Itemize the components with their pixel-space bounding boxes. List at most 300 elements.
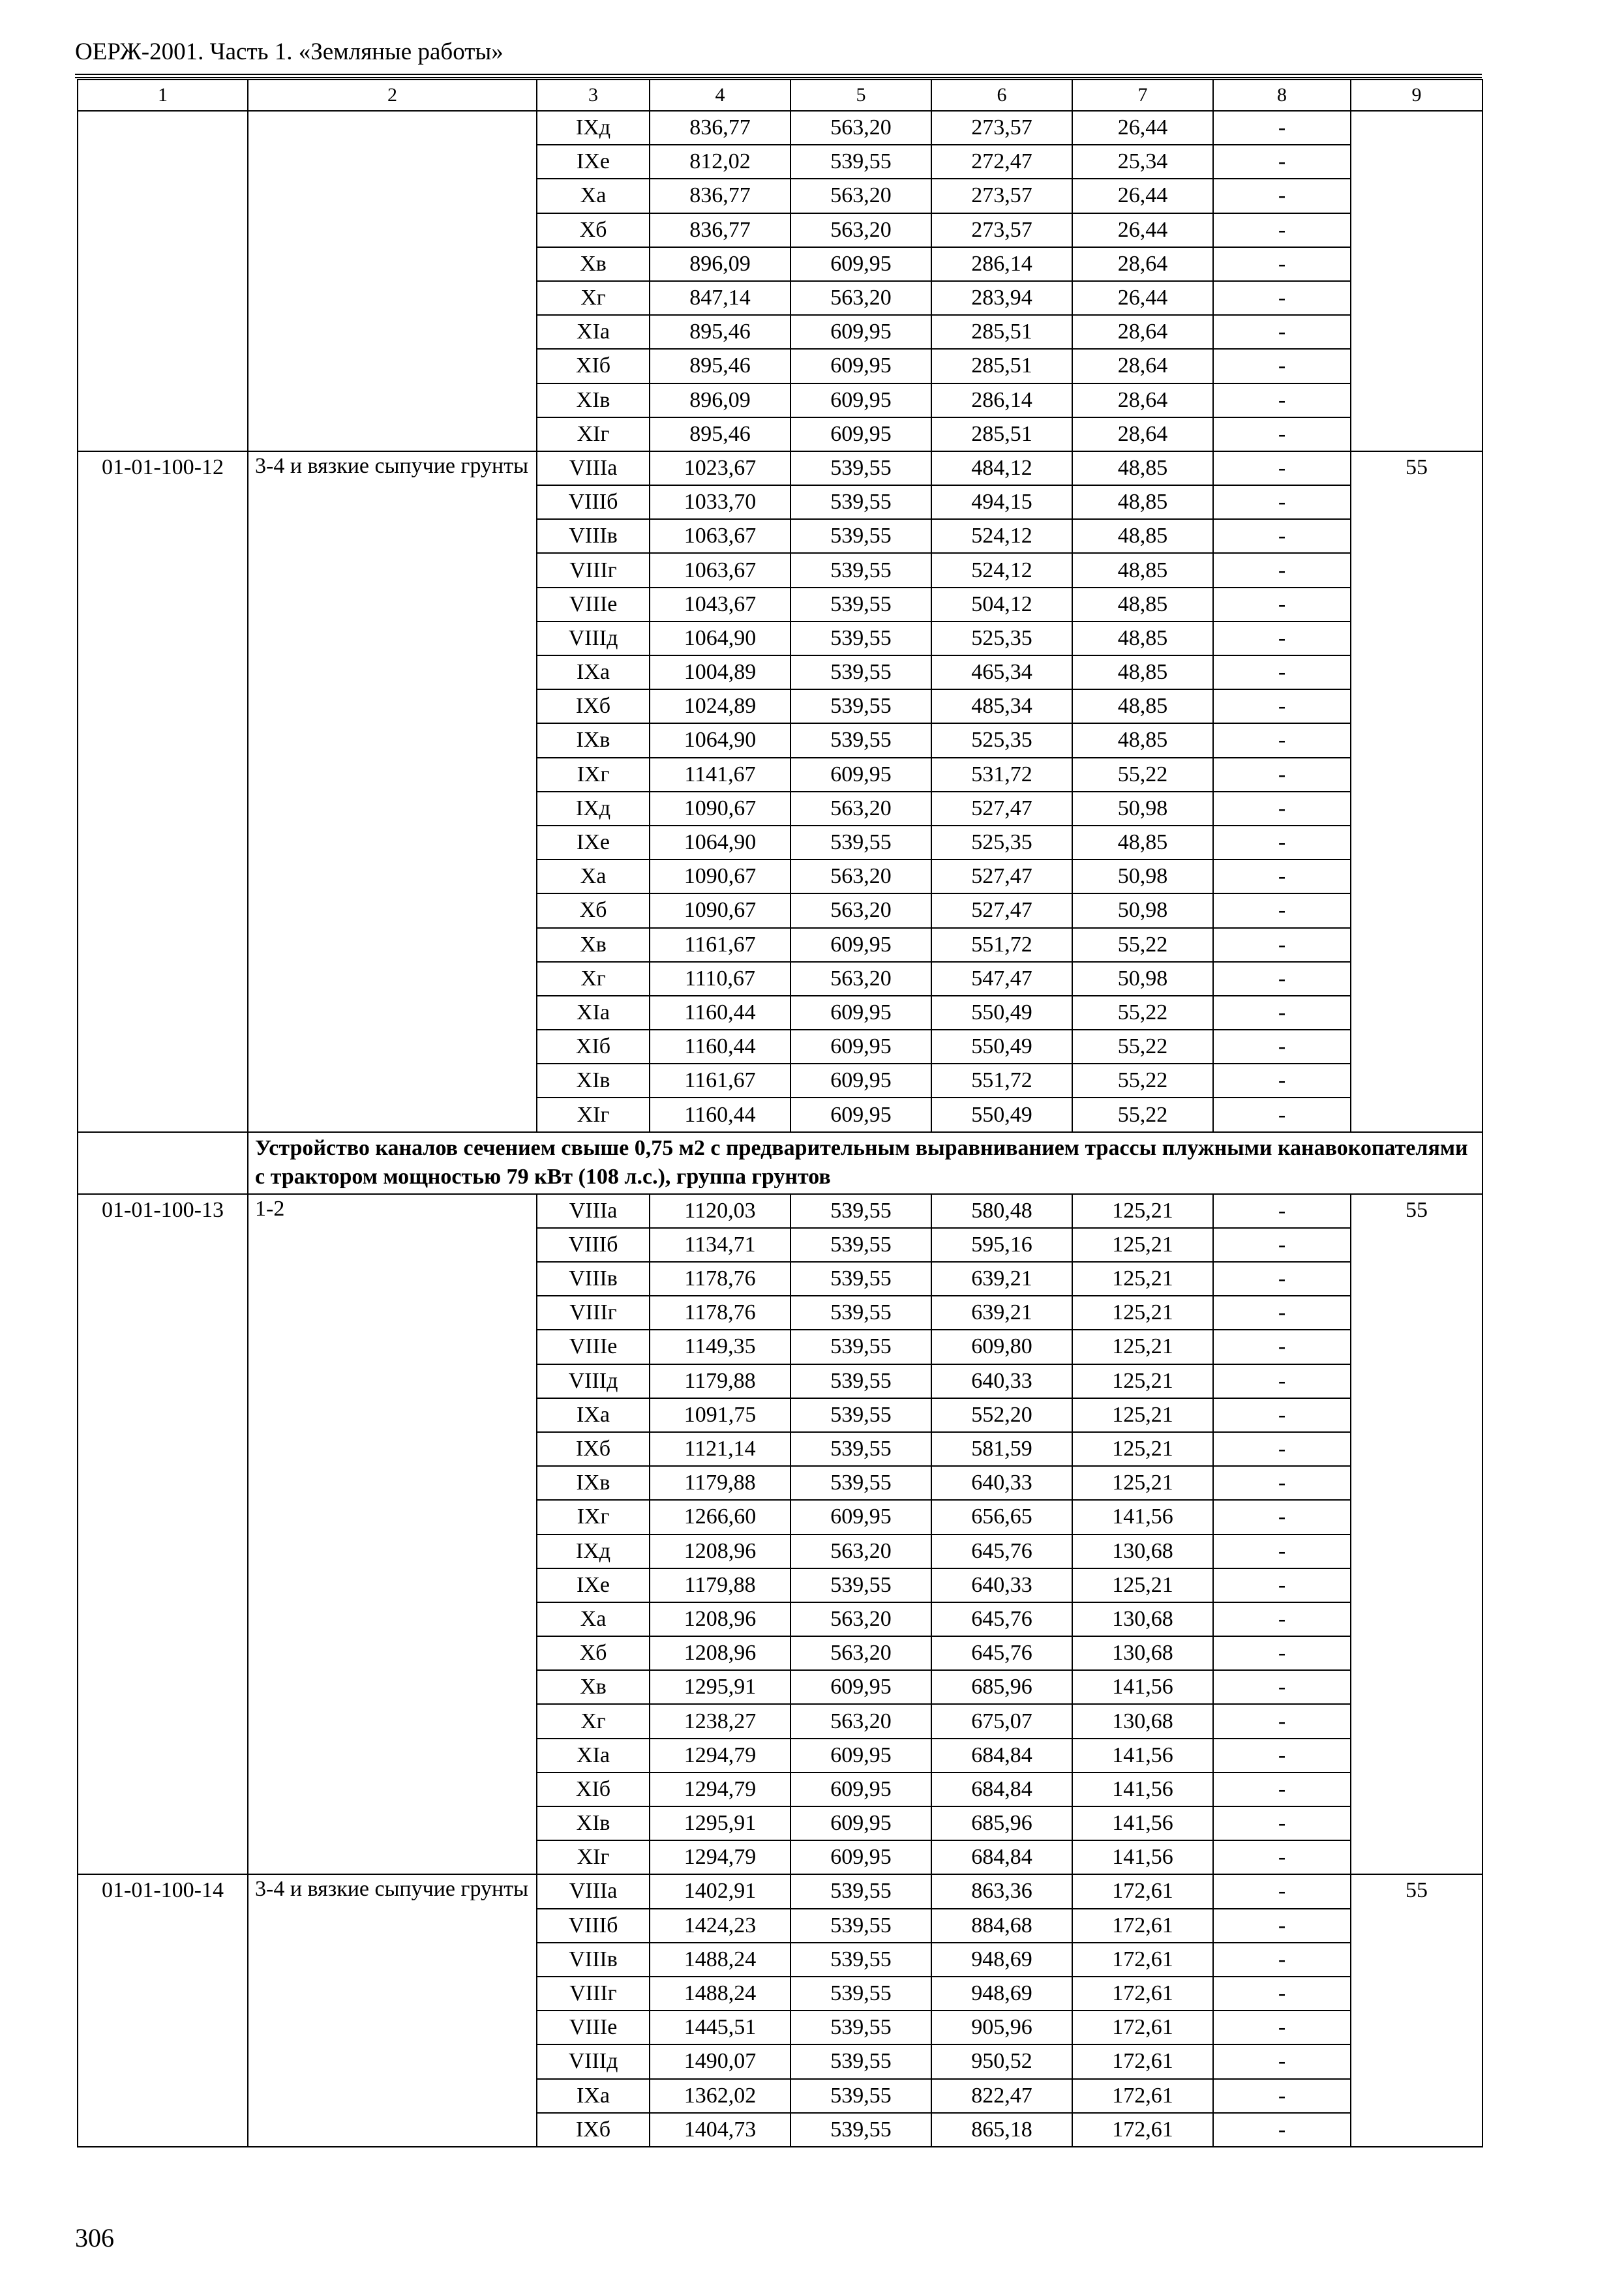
value-cell: 1064,90 bbox=[650, 621, 790, 655]
value-cell: 539,55 bbox=[790, 1466, 931, 1500]
value-cell: 26,44 bbox=[1072, 111, 1213, 145]
value-cell: 55,22 bbox=[1072, 928, 1213, 962]
value-cell: 895,46 bbox=[650, 315, 790, 349]
column-number: 2 bbox=[248, 80, 537, 111]
value-cell: 465,34 bbox=[931, 655, 1072, 689]
zone-cell: VIIIa bbox=[537, 1874, 650, 1908]
value-cell: 640,33 bbox=[931, 1568, 1072, 1602]
zone-cell: VIIIг bbox=[537, 553, 650, 587]
value-cell: - bbox=[1213, 621, 1351, 655]
column-number: 9 bbox=[1351, 80, 1482, 111]
table-body bbox=[78, 80, 1482, 2147]
value-cell: - bbox=[1213, 1602, 1351, 1636]
column-9-value: 55 bbox=[1351, 1194, 1482, 1875]
value-cell: 55,22 bbox=[1072, 758, 1213, 792]
rate-code: 01-01-100-13 bbox=[78, 1194, 248, 1875]
value-cell: 539,55 bbox=[790, 485, 931, 519]
value-cell: - bbox=[1213, 792, 1351, 826]
zone-cell: XIa bbox=[537, 1739, 650, 1773]
value-cell: 26,44 bbox=[1072, 179, 1213, 213]
value-cell: - bbox=[1213, 1330, 1351, 1364]
value-cell: 895,46 bbox=[650, 417, 790, 451]
value-cell: 685,96 bbox=[931, 1806, 1072, 1840]
value-cell: 125,21 bbox=[1072, 1364, 1213, 1398]
value-cell: - bbox=[1213, 417, 1351, 451]
value-cell: 836,77 bbox=[650, 179, 790, 213]
value-cell: 550,49 bbox=[931, 1030, 1072, 1064]
value-cell: - bbox=[1213, 723, 1351, 757]
zone-cell: VIIIг bbox=[537, 1977, 650, 2011]
value-cell: 563,20 bbox=[790, 281, 931, 315]
value-cell: 50,98 bbox=[1072, 962, 1213, 996]
value-cell: - bbox=[1213, 383, 1351, 417]
value-cell: 172,61 bbox=[1072, 1874, 1213, 1908]
zone-cell: Xг bbox=[537, 962, 650, 996]
value-cell: 28,64 bbox=[1072, 315, 1213, 349]
value-cell: 539,55 bbox=[790, 1432, 931, 1466]
soil-group-description: 1-2 bbox=[248, 1194, 537, 1875]
value-cell: 539,55 bbox=[790, 723, 931, 757]
value-cell: 48,85 bbox=[1072, 621, 1213, 655]
value-cell: 527,47 bbox=[931, 860, 1072, 893]
value-cell: - bbox=[1213, 213, 1351, 247]
value-cell: - bbox=[1213, 1534, 1351, 1568]
zone-cell: IXa bbox=[537, 2079, 650, 2113]
value-cell: 609,95 bbox=[790, 928, 931, 962]
value-cell: 273,57 bbox=[931, 179, 1072, 213]
value-cell: 609,95 bbox=[790, 1064, 931, 1098]
section-title-row bbox=[78, 1132, 1482, 1194]
value-cell: 581,59 bbox=[931, 1432, 1072, 1466]
value-cell: 28,64 bbox=[1072, 417, 1213, 451]
value-cell: 563,20 bbox=[790, 962, 931, 996]
value-cell: 130,68 bbox=[1072, 1636, 1213, 1670]
value-cell: 55,22 bbox=[1072, 1030, 1213, 1064]
value-cell: 172,61 bbox=[1072, 2113, 1213, 2147]
value-cell: 563,20 bbox=[790, 1636, 931, 1670]
value-cell: 896,09 bbox=[650, 383, 790, 417]
value-cell: - bbox=[1213, 860, 1351, 893]
page-number: 306 bbox=[75, 2223, 114, 2252]
value-cell: 539,55 bbox=[790, 1262, 931, 1296]
section-title: Устройство каналов сечением свыше 0,75 м2 с предварительным выравниванием трассы плужными канавокопателями с трактором мощностью 79 кВт (108 л.с.), группа грунтов bbox=[248, 1132, 1482, 1194]
value-cell: 539,55 bbox=[790, 588, 931, 621]
zone-cell: XIa bbox=[537, 996, 650, 1030]
value-cell: - bbox=[1213, 1500, 1351, 1534]
value-cell: - bbox=[1213, 1466, 1351, 1500]
value-cell: - bbox=[1213, 179, 1351, 213]
soil-group-description bbox=[248, 111, 537, 451]
value-cell: 1424,23 bbox=[650, 1909, 790, 1943]
value-cell: 1488,24 bbox=[650, 1943, 790, 1977]
value-cell: 539,55 bbox=[790, 1228, 931, 1262]
value-cell: 563,20 bbox=[790, 1602, 931, 1636]
rates-table bbox=[77, 79, 1483, 2147]
value-cell: 26,44 bbox=[1072, 213, 1213, 247]
value-cell: 563,20 bbox=[790, 1534, 931, 1568]
value-cell: 285,51 bbox=[931, 417, 1072, 451]
value-cell: 639,21 bbox=[931, 1296, 1072, 1330]
value-cell: - bbox=[1213, 111, 1351, 145]
value-cell: 1149,35 bbox=[650, 1330, 790, 1364]
value-cell: 609,95 bbox=[790, 1500, 931, 1534]
value-cell: 1120,03 bbox=[650, 1194, 790, 1228]
zone-cell: VIIIe bbox=[537, 2011, 650, 2044]
value-cell: - bbox=[1213, 485, 1351, 519]
column-number: 1 bbox=[78, 80, 248, 111]
value-cell: 539,55 bbox=[790, 655, 931, 689]
value-cell: 1295,91 bbox=[650, 1806, 790, 1840]
zone-cell: IXд bbox=[537, 111, 650, 145]
value-cell: - bbox=[1213, 1228, 1351, 1262]
value-cell: 273,57 bbox=[931, 213, 1072, 247]
value-cell: 1294,79 bbox=[650, 1739, 790, 1773]
value-cell: 125,21 bbox=[1072, 1466, 1213, 1500]
value-cell: 28,64 bbox=[1072, 349, 1213, 383]
value-cell: 1121,14 bbox=[650, 1432, 790, 1466]
zone-cell: Xг bbox=[537, 1704, 650, 1738]
value-cell: 563,20 bbox=[790, 213, 931, 247]
column-9-value bbox=[1351, 111, 1482, 451]
zone-cell: Xб bbox=[537, 213, 650, 247]
table-row bbox=[78, 111, 1482, 145]
value-cell: 130,68 bbox=[1072, 1602, 1213, 1636]
value-cell: 684,84 bbox=[931, 1840, 1072, 1874]
value-cell: 905,96 bbox=[931, 2011, 1072, 2044]
value-cell: 524,12 bbox=[931, 553, 1072, 587]
zone-cell: IXд bbox=[537, 1534, 650, 1568]
value-cell: 48,85 bbox=[1072, 553, 1213, 587]
value-cell: 1179,88 bbox=[650, 1568, 790, 1602]
value-cell: - bbox=[1213, 451, 1351, 485]
value-cell: 685,96 bbox=[931, 1670, 1072, 1704]
value-cell: 539,55 bbox=[790, 519, 931, 553]
value-cell: 609,95 bbox=[790, 247, 931, 281]
value-cell: 50,98 bbox=[1072, 893, 1213, 927]
value-cell: 539,55 bbox=[790, 689, 931, 723]
column-number: 3 bbox=[537, 80, 650, 111]
value-cell: 656,65 bbox=[931, 1500, 1072, 1534]
value-cell: 539,55 bbox=[790, 1296, 931, 1330]
value-cell: - bbox=[1213, 1398, 1351, 1432]
value-cell: 1161,67 bbox=[650, 1064, 790, 1098]
table-row bbox=[78, 451, 1482, 485]
zone-cell: IXб bbox=[537, 1432, 650, 1466]
value-cell: 1404,73 bbox=[650, 2113, 790, 2147]
zone-cell: Xв bbox=[537, 928, 650, 962]
value-cell: 645,76 bbox=[931, 1636, 1072, 1670]
value-cell: 551,72 bbox=[931, 928, 1072, 962]
zone-cell: IXв bbox=[537, 723, 650, 757]
value-cell: - bbox=[1213, 2079, 1351, 2113]
value-cell: 1179,88 bbox=[650, 1466, 790, 1500]
value-cell: 172,61 bbox=[1072, 1977, 1213, 2011]
value-cell: 552,20 bbox=[931, 1398, 1072, 1432]
value-cell: - bbox=[1213, 1840, 1351, 1874]
zone-cell: Xг bbox=[537, 281, 650, 315]
value-cell: 527,47 bbox=[931, 893, 1072, 927]
value-cell: 547,47 bbox=[931, 962, 1072, 996]
value-cell: 563,20 bbox=[790, 179, 931, 213]
value-cell: 1160,44 bbox=[650, 1098, 790, 1131]
value-cell: 609,80 bbox=[931, 1330, 1072, 1364]
column-number: 4 bbox=[650, 80, 790, 111]
value-cell: 525,35 bbox=[931, 826, 1072, 860]
zone-cell: XIб bbox=[537, 349, 650, 383]
zone-cell: IXб bbox=[537, 2113, 650, 2147]
value-cell: 55,22 bbox=[1072, 1098, 1213, 1131]
section-title-code-cell bbox=[78, 1132, 248, 1194]
value-cell: 1134,71 bbox=[650, 1228, 790, 1262]
value-cell: - bbox=[1213, 1943, 1351, 1977]
value-cell: - bbox=[1213, 1262, 1351, 1296]
value-cell: - bbox=[1213, 553, 1351, 587]
value-cell: 125,21 bbox=[1072, 1296, 1213, 1330]
zone-cell: VIIIe bbox=[537, 1330, 650, 1364]
value-cell: 1208,96 bbox=[650, 1534, 790, 1568]
value-cell: 609,95 bbox=[790, 417, 931, 451]
value-cell: 48,85 bbox=[1072, 588, 1213, 621]
zone-cell: IXд bbox=[537, 792, 650, 826]
value-cell: 525,35 bbox=[931, 723, 1072, 757]
rate-code: 01-01-100-14 bbox=[78, 1874, 248, 2147]
value-cell: 1295,91 bbox=[650, 1670, 790, 1704]
value-cell: 865,18 bbox=[931, 2113, 1072, 2147]
zone-cell: Xв bbox=[537, 247, 650, 281]
value-cell: - bbox=[1213, 1909, 1351, 1943]
value-cell: 1160,44 bbox=[650, 1030, 790, 1064]
value-cell: 609,95 bbox=[790, 349, 931, 383]
value-cell: 125,21 bbox=[1072, 1228, 1213, 1262]
value-cell: 595,16 bbox=[931, 1228, 1072, 1262]
zone-cell: IXг bbox=[537, 758, 650, 792]
value-cell: 1161,67 bbox=[650, 928, 790, 962]
value-cell: - bbox=[1213, 1030, 1351, 1064]
value-cell: 494,15 bbox=[931, 485, 1072, 519]
value-cell: 836,77 bbox=[650, 111, 790, 145]
value-cell: 1064,90 bbox=[650, 826, 790, 860]
value-cell: 1208,96 bbox=[650, 1602, 790, 1636]
zone-cell: IXг bbox=[537, 1500, 650, 1534]
value-cell: 550,49 bbox=[931, 1098, 1072, 1131]
column-9-value: 55 bbox=[1351, 451, 1482, 1132]
value-cell: 1110,67 bbox=[650, 962, 790, 996]
value-cell: 539,55 bbox=[790, 553, 931, 587]
value-cell: 125,21 bbox=[1072, 1330, 1213, 1364]
value-cell: 55,22 bbox=[1072, 1064, 1213, 1098]
zone-cell: IXa bbox=[537, 655, 650, 689]
value-cell: 1090,67 bbox=[650, 860, 790, 893]
value-cell: 563,20 bbox=[790, 1704, 931, 1738]
value-cell: 1023,67 bbox=[650, 451, 790, 485]
value-cell: 1063,67 bbox=[650, 553, 790, 587]
zone-cell: VIIIв bbox=[537, 519, 650, 553]
value-cell: 1091,75 bbox=[650, 1398, 790, 1432]
value-cell: 539,55 bbox=[790, 1977, 931, 2011]
value-cell: 1063,67 bbox=[650, 519, 790, 553]
value-cell: 539,55 bbox=[790, 145, 931, 179]
value-cell: 1294,79 bbox=[650, 1840, 790, 1874]
zone-cell: IXa bbox=[537, 1398, 650, 1432]
value-cell: 272,47 bbox=[931, 145, 1072, 179]
value-cell: 26,44 bbox=[1072, 281, 1213, 315]
value-cell: 847,14 bbox=[650, 281, 790, 315]
value-cell: 531,72 bbox=[931, 758, 1072, 792]
value-cell: - bbox=[1213, 1874, 1351, 1908]
value-cell: 484,12 bbox=[931, 451, 1072, 485]
zone-cell: XIг bbox=[537, 1098, 650, 1131]
soil-group-description: 3-4 и вязкие сыпучие грунты bbox=[248, 1874, 537, 2147]
table-row bbox=[78, 1194, 1482, 1228]
value-cell: 125,21 bbox=[1072, 1262, 1213, 1296]
value-cell: 609,95 bbox=[790, 1098, 931, 1131]
value-cell: 48,85 bbox=[1072, 451, 1213, 485]
value-cell: 1043,67 bbox=[650, 588, 790, 621]
value-cell: 1064,90 bbox=[650, 723, 790, 757]
value-cell: 609,95 bbox=[790, 1773, 931, 1806]
value-cell: - bbox=[1213, 2011, 1351, 2044]
value-cell: 539,55 bbox=[790, 1330, 931, 1364]
value-cell: - bbox=[1213, 928, 1351, 962]
value-cell: 141,56 bbox=[1072, 1500, 1213, 1534]
value-cell: 948,69 bbox=[931, 1943, 1072, 1977]
value-cell: 948,69 bbox=[931, 1977, 1072, 2011]
zone-cell: VIIIд bbox=[537, 1364, 650, 1398]
zone-cell: Xв bbox=[537, 1670, 650, 1704]
zone-cell: VIIIб bbox=[537, 1228, 650, 1262]
zone-cell: Xa bbox=[537, 860, 650, 893]
zone-cell: VIIIe bbox=[537, 588, 650, 621]
column-9-value: 55 bbox=[1351, 1874, 1482, 2147]
value-cell: 125,21 bbox=[1072, 1432, 1213, 1466]
value-cell: 884,68 bbox=[931, 1909, 1072, 1943]
zone-cell: XIб bbox=[537, 1030, 650, 1064]
value-cell: - bbox=[1213, 1364, 1351, 1398]
value-cell: - bbox=[1213, 315, 1351, 349]
soil-group-description: 3-4 и вязкие сыпучие грунты bbox=[248, 451, 537, 1132]
value-cell: - bbox=[1213, 2044, 1351, 2078]
value-cell: 609,95 bbox=[790, 996, 931, 1030]
value-cell: 539,55 bbox=[790, 2011, 931, 2044]
value-cell: 609,95 bbox=[790, 1806, 931, 1840]
column-number-row bbox=[78, 80, 1482, 111]
value-cell: 539,55 bbox=[790, 2113, 931, 2147]
value-cell: 172,61 bbox=[1072, 2079, 1213, 2113]
value-cell: 539,55 bbox=[790, 1909, 931, 1943]
column-number: 6 bbox=[931, 80, 1072, 111]
value-cell: - bbox=[1213, 1739, 1351, 1773]
value-cell: 285,51 bbox=[931, 315, 1072, 349]
value-cell: 539,55 bbox=[790, 451, 931, 485]
value-cell: 812,02 bbox=[650, 145, 790, 179]
value-cell: 141,56 bbox=[1072, 1670, 1213, 1704]
value-cell: 640,33 bbox=[931, 1364, 1072, 1398]
zone-cell: Xб bbox=[537, 893, 650, 927]
zone-cell: Xб bbox=[537, 1636, 650, 1670]
value-cell: 580,48 bbox=[931, 1194, 1072, 1228]
value-cell: 28,64 bbox=[1072, 383, 1213, 417]
value-cell: 1178,76 bbox=[650, 1296, 790, 1330]
value-cell: - bbox=[1213, 281, 1351, 315]
value-cell: - bbox=[1213, 588, 1351, 621]
value-cell: 172,61 bbox=[1072, 2044, 1213, 2078]
value-cell: 675,07 bbox=[931, 1704, 1072, 1738]
value-cell: 130,68 bbox=[1072, 1534, 1213, 1568]
value-cell: 539,55 bbox=[790, 1364, 931, 1398]
value-cell: - bbox=[1213, 655, 1351, 689]
value-cell: - bbox=[1213, 247, 1351, 281]
value-cell: - bbox=[1213, 1296, 1351, 1330]
value-cell: 48,85 bbox=[1072, 519, 1213, 553]
value-cell: - bbox=[1213, 519, 1351, 553]
rate-code: 01-01-100-12 bbox=[78, 451, 248, 1132]
value-cell: 639,21 bbox=[931, 1262, 1072, 1296]
value-cell: 527,47 bbox=[931, 792, 1072, 826]
value-cell: 563,20 bbox=[790, 893, 931, 927]
value-cell: 950,52 bbox=[931, 2044, 1072, 2078]
value-cell: 125,21 bbox=[1072, 1398, 1213, 1432]
value-cell: 525,35 bbox=[931, 621, 1072, 655]
value-cell: 48,85 bbox=[1072, 485, 1213, 519]
value-cell: 141,56 bbox=[1072, 1739, 1213, 1773]
zone-cell: VIIIб bbox=[537, 485, 650, 519]
zone-cell: VIIIв bbox=[537, 1943, 650, 1977]
value-cell: - bbox=[1213, 2113, 1351, 2147]
zone-cell: XIг bbox=[537, 417, 650, 451]
value-cell: 172,61 bbox=[1072, 1909, 1213, 1943]
value-cell: 1024,89 bbox=[650, 689, 790, 723]
zone-cell: VIIIa bbox=[537, 1194, 650, 1228]
value-cell: 1402,91 bbox=[650, 1874, 790, 1908]
value-cell: 125,21 bbox=[1072, 1194, 1213, 1228]
value-cell: 609,95 bbox=[790, 1840, 931, 1874]
value-cell: 539,55 bbox=[790, 2044, 931, 2078]
value-cell: 48,85 bbox=[1072, 723, 1213, 757]
value-cell: 125,21 bbox=[1072, 1568, 1213, 1602]
value-cell: 172,61 bbox=[1072, 2011, 1213, 2044]
column-number: 8 bbox=[1213, 80, 1351, 111]
value-cell: 539,55 bbox=[790, 1398, 931, 1432]
table-row bbox=[78, 1874, 1482, 1908]
value-cell: - bbox=[1213, 1977, 1351, 2011]
value-cell: 609,95 bbox=[790, 383, 931, 417]
zone-cell: IXe bbox=[537, 826, 650, 860]
value-cell: - bbox=[1213, 689, 1351, 723]
value-cell: - bbox=[1213, 996, 1351, 1030]
zone-cell: XIв bbox=[537, 1064, 650, 1098]
zone-cell: XIa bbox=[537, 315, 650, 349]
value-cell: 141,56 bbox=[1072, 1840, 1213, 1874]
value-cell: 539,55 bbox=[790, 1568, 931, 1602]
value-cell: 645,76 bbox=[931, 1602, 1072, 1636]
zone-cell: IXe bbox=[537, 145, 650, 179]
value-cell: 50,98 bbox=[1072, 860, 1213, 893]
value-cell: 1160,44 bbox=[650, 996, 790, 1030]
zone-cell: XIв bbox=[537, 383, 650, 417]
value-cell: 286,14 bbox=[931, 383, 1072, 417]
zone-cell: IXe bbox=[537, 1568, 650, 1602]
value-cell: 504,12 bbox=[931, 588, 1072, 621]
zone-cell: Xa bbox=[537, 179, 650, 213]
value-cell: 539,55 bbox=[790, 1874, 931, 1908]
value-cell: 836,77 bbox=[650, 213, 790, 247]
value-cell: 130,68 bbox=[1072, 1704, 1213, 1738]
value-cell: 48,85 bbox=[1072, 689, 1213, 723]
value-cell: 273,57 bbox=[931, 111, 1072, 145]
value-cell: 524,12 bbox=[931, 519, 1072, 553]
page-header-title: ОЕРЖ-2001. Часть 1. «Земляные работы» bbox=[75, 38, 504, 65]
value-cell: - bbox=[1213, 1194, 1351, 1228]
